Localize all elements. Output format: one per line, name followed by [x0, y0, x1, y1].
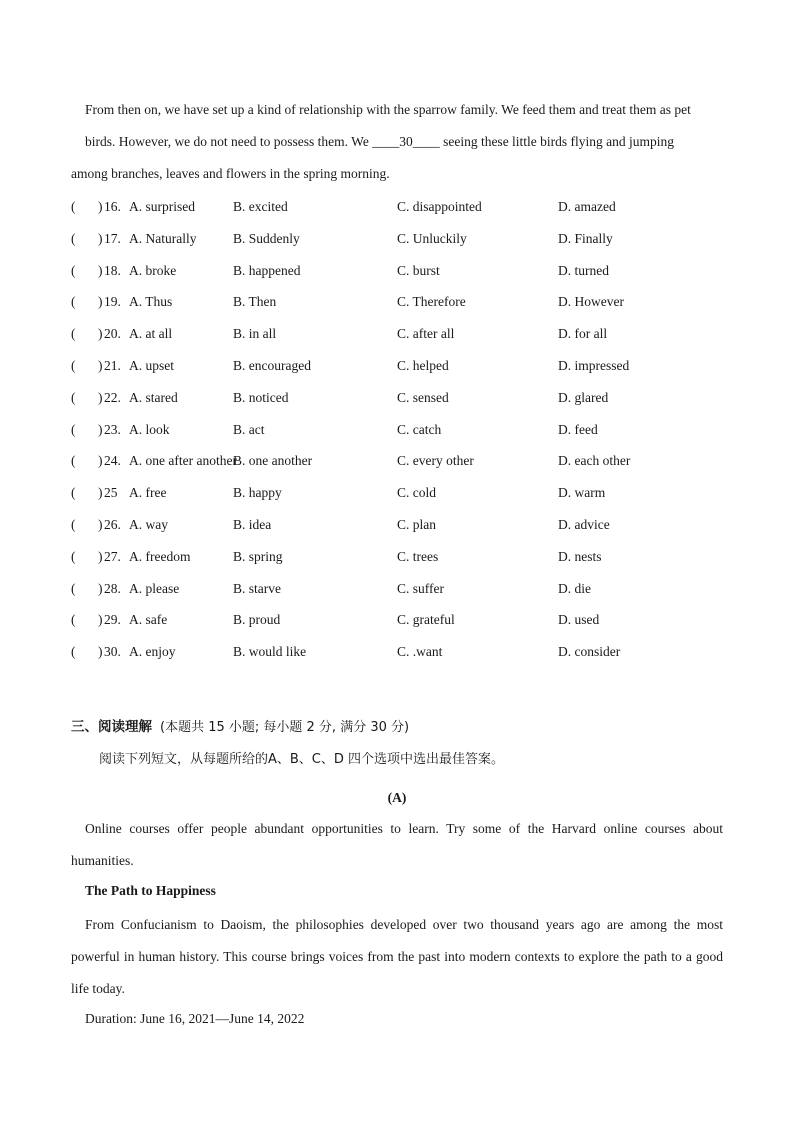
answer-paren-open: (: [71, 262, 76, 278]
question-row: [71, 390, 731, 410]
answer-paren-close: ): [98, 644, 103, 660]
answer-paren-close: ): [98, 421, 103, 437]
question-number: 19.: [104, 294, 121, 310]
option-c: C. trees: [397, 548, 439, 564]
answer-paren-open: (: [71, 199, 76, 214]
option-c: C. sensed: [397, 389, 449, 405]
option-d: D. warm: [558, 485, 606, 501]
answer-paren-close: ): [98, 358, 103, 373]
option-d: D. consider: [558, 644, 621, 660]
option-d: D. die: [558, 580, 591, 596]
option-c: C. after all: [397, 326, 455, 342]
option-c: C. Therefore: [397, 294, 466, 310]
option-b: B. starve: [233, 580, 281, 596]
section-heading: [71, 715, 409, 736]
answer-paren-close: ): [98, 580, 103, 596]
option-d: D. advice: [558, 517, 610, 532]
answer-paren-open: (: [71, 517, 76, 532]
option-b: B. proud: [233, 612, 281, 628]
option-a: A. Naturally: [129, 230, 197, 246]
question-number: 21.: [104, 358, 121, 373]
question-row: [71, 517, 731, 537]
question-row: [71, 644, 731, 664]
passage-label: (A): [387, 790, 407, 805]
option-c: C. plan: [397, 517, 436, 532]
answer-paren-open: (: [71, 294, 76, 310]
option-c: C. Unluckily: [397, 230, 467, 246]
passage-continuation: [71, 94, 723, 190]
section-title: 三、阅读理解: [71, 719, 152, 735]
course-duration: Duration: June 16, 2021—June 14, 2022: [85, 1011, 305, 1026]
option-b: B. noticed: [233, 389, 289, 405]
question-row: [71, 231, 731, 251]
option-a: A. surprised: [129, 199, 195, 214]
question-row: [71, 199, 731, 219]
question-number: 22.: [104, 389, 121, 405]
option-b: B. encouraged: [233, 358, 311, 373]
answer-paren-open: (: [71, 580, 76, 596]
passage-line: among branches, leaves and flowers in the spring morning.: [71, 166, 390, 181]
answer-paren-close: ): [98, 230, 103, 246]
answer-paren-open: (: [71, 612, 76, 628]
option-b: B. spring: [233, 548, 283, 564]
option-a: A. way: [129, 517, 168, 532]
question-row: [71, 263, 731, 283]
option-c: C. catch: [397, 421, 442, 437]
option-a: A. at all: [129, 326, 173, 342]
option-b: B. idea: [233, 517, 272, 532]
question-number: 28.: [104, 580, 121, 596]
answer-paren-close: ): [98, 612, 103, 628]
option-c: C. every other: [397, 453, 474, 469]
answer-paren-close: ): [98, 485, 103, 501]
answer-paren-open: (: [71, 326, 76, 342]
answer-paren-open: (: [71, 358, 76, 373]
question-row: [71, 549, 731, 569]
question-number: 27.: [104, 548, 121, 564]
question-number: 17.: [104, 230, 121, 246]
answer-paren-close: ): [98, 262, 103, 278]
question-row: [71, 326, 731, 346]
passage-text: birds. However, we do not need to possess them. We: [85, 134, 373, 149]
answer-paren-open: (: [71, 548, 76, 564]
option-d: D. for all: [558, 326, 608, 342]
question-row: [71, 485, 731, 505]
option-c: C. cold: [397, 485, 436, 501]
section-scoring: (本题共 15 小题; 每小题 2 分, 满分 30 分): [160, 720, 410, 735]
question-number: 30.: [104, 644, 121, 660]
option-a: A. Thus: [129, 294, 173, 310]
question-number: 20.: [104, 326, 121, 342]
question-number: 16.: [104, 199, 121, 214]
answer-blank: ____30____: [372, 134, 440, 149]
option-a: A. free: [129, 485, 167, 501]
option-b: B. one another: [233, 453, 313, 469]
option-c: C. helped: [397, 358, 449, 373]
option-a: A. please: [129, 580, 180, 596]
option-b: B. act: [233, 421, 265, 437]
answer-paren-open: (: [71, 644, 76, 660]
option-d: D. glared: [558, 389, 609, 405]
option-b: B. happened: [233, 262, 301, 278]
option-a: A. look: [129, 421, 170, 437]
answer-paren-open: (: [71, 485, 76, 501]
option-d: D. amazed: [558, 199, 616, 214]
passage-text: seeing these little birds flying and jumping: [439, 134, 675, 149]
question-number: 29.: [104, 612, 121, 628]
answer-paren-open: (: [71, 421, 76, 437]
passage-line: [71, 126, 723, 158]
option-d: D. feed: [558, 421, 598, 437]
option-d: D. impressed: [558, 358, 630, 373]
answer-paren-close: ): [98, 389, 103, 405]
section-instruction: 阅读下列短文，从每题所给的A、B、C、D 四个选项中选出最佳答案。: [99, 752, 505, 767]
passage-intro: Online courses offer people abundant opportunities to learn. Try some of the Harvard online courses about humanities.: [71, 821, 723, 868]
option-d: D. used: [558, 612, 600, 628]
option-a: A. freedom: [129, 548, 191, 564]
option-c: C. grateful: [397, 612, 455, 628]
question-row: [71, 294, 731, 314]
question-row: [71, 453, 731, 473]
option-c: C. burst: [397, 262, 440, 278]
passage-line: From then on, we have set up a kind of relationship with the sparrow family. We feed them and treat them as pet: [85, 102, 691, 117]
question-number: 26.: [104, 517, 121, 532]
question-number: 23.: [104, 421, 121, 437]
answer-paren-close: ): [98, 326, 103, 342]
answer-paren-open: (: [71, 389, 76, 405]
option-a: A. one after another: [129, 453, 237, 469]
question-number: 25: [104, 485, 118, 501]
answer-paren-close: ): [98, 453, 103, 469]
answer-paren-close: ): [98, 294, 103, 310]
option-a: A. stared: [129, 389, 178, 405]
option-c: C. .want: [397, 644, 443, 660]
question-row: [71, 612, 731, 632]
answer-paren-close: ): [98, 548, 103, 564]
option-d: D. However: [558, 294, 624, 310]
option-c: C. disappointed: [397, 199, 482, 214]
option-b: B. Then: [233, 294, 277, 310]
question-row: [71, 422, 731, 442]
question-row: [71, 581, 731, 601]
option-a: A. upset: [129, 358, 174, 373]
course-title: The Path to Happiness: [85, 883, 216, 898]
option-d: D. nests: [558, 548, 602, 564]
course-description: From Confucianism to Daoism, the philosophies developed over two thousand years ago are among the most powerful in human history. This course brings voices from the past into modern contexts to explore the path to a good life today.: [71, 917, 723, 996]
option-b: B. would like: [233, 644, 307, 660]
option-d: D. each other: [558, 453, 631, 469]
option-a: A. safe: [129, 612, 168, 628]
question-number: 18.: [104, 262, 121, 278]
answer-paren-close: ): [98, 517, 103, 532]
option-a: A. broke: [129, 262, 177, 278]
answer-paren-open: (: [71, 230, 76, 246]
option-b: B. in all: [233, 326, 277, 342]
option-d: D. Finally: [558, 230, 613, 246]
question-row: [71, 358, 731, 378]
question-number: 24.: [104, 453, 121, 469]
option-a: A. enjoy: [129, 644, 176, 660]
option-b: B. Suddenly: [233, 230, 300, 246]
option-c: C. suffer: [397, 580, 444, 596]
option-b: B. excited: [233, 199, 288, 214]
option-b: B. happy: [233, 485, 282, 501]
answer-paren-open: (: [71, 453, 76, 469]
answer-paren-close: ): [98, 199, 103, 214]
option-d: D. turned: [558, 262, 609, 278]
